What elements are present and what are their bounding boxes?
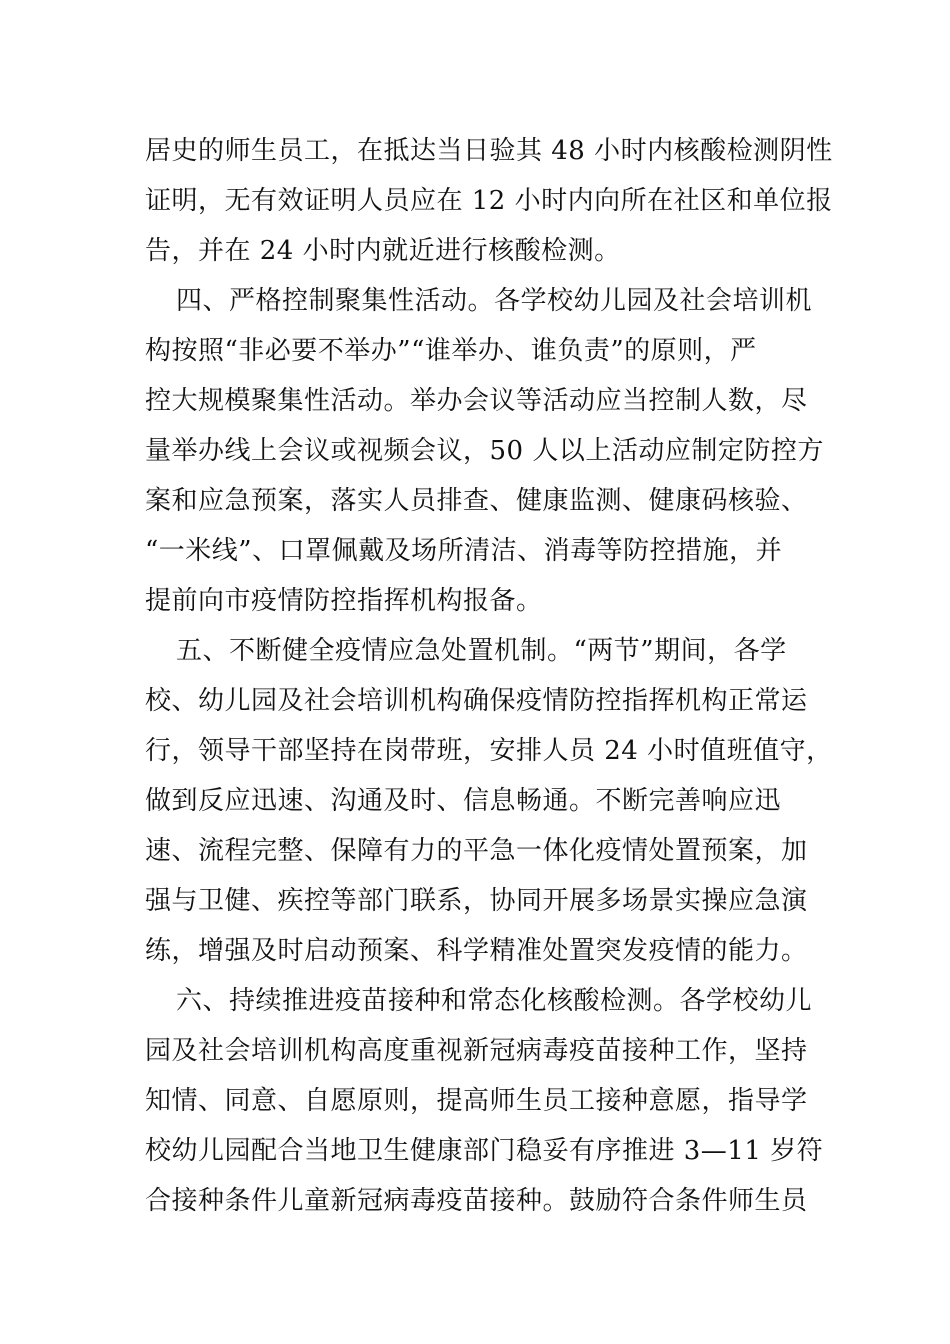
text-line: “一米线”、口罩佩戴及场所清洁、消毒等防控措施，并 [145,536,783,566]
text-line: 控大规模聚集性活动。举办会议等活动应当控制人数，尽 [145,386,808,416]
text-line: 速、流程完整、保障有力的平急一体化疫情处置预案，加 [145,836,808,866]
text-line: 练，增强及时启动预案、科学精准处置突发疫情的能力。 [145,936,808,966]
text-line: 量举办线上会议或视频会议，50 人以上活动应制定防控方 [145,436,824,466]
paragraph-heading-4: 四、严格控制聚集性活动。各学校幼儿园及社会培训机 [176,286,813,316]
text-line: 告，并在 24 小时内就近进行核酸检测。 [145,236,621,266]
text-line: 校、幼儿园及社会培训机构确保疫情防控指挥机构正常运 [145,686,808,716]
text-line: 强与卫健、疾控等部门联系，协同开展多场景实操应急演 [145,886,808,916]
text-line: 证明，无有效证明人员应在 12 小时内向所在社区和单位报 [145,186,833,216]
text-line: 做到反应迅速、沟通及时、信息畅通。不断完善响应迅 [145,786,782,816]
paragraph-heading-6: 六、持续推进疫苗接种和常态化核酸检测。各学校幼儿 [176,986,813,1016]
text-line: 园及社会培训机构高度重视新冠病毒疫苗接种工作，坚持 [145,1036,808,1066]
text-line: 提前向市疫情防控指挥机构报备。 [145,586,543,616]
text-line: 居史的师生员工，在抵达当日验其 48 小时内核酸检测阴性 [145,136,833,166]
text-line: 构按照“非必要不举办”“谁举办、谁负责”的原则，严 [145,336,757,366]
text-line: 知情、同意、自愿原则，提高师生员工接种意愿，指导学 [145,1086,808,1116]
text-line: 校幼儿园配合当地卫生健康部门稳妥有序推进 3—11 岁符 [145,1136,824,1166]
text-line: 案和应急预案，落实人员排查、健康监测、健康码核验、 [145,486,808,516]
text-line: 行，领导干部坚持在岗带班，安排人员 24 小时值班值守， [145,736,833,766]
text-line: 合接种条件儿童新冠病毒疫苗接种。鼓励符合条件师生员 [145,1186,808,1216]
paragraph-heading-5: 五、不断健全疫情应急处置机制。“两节”期间，各学 [176,636,787,666]
